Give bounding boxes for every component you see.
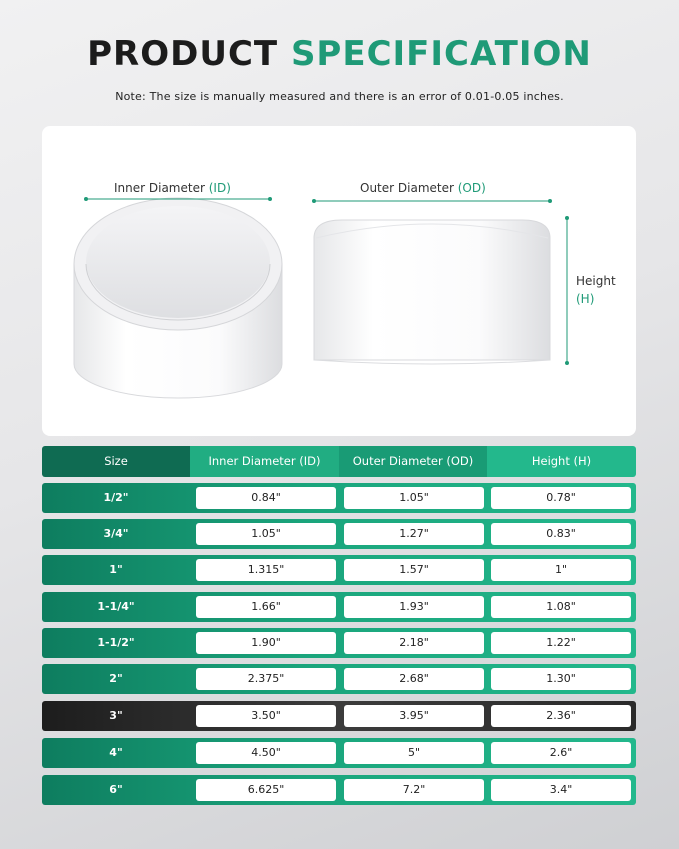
header-height: Height (H) (487, 446, 636, 477)
table-row (42, 555, 636, 585)
table-row (42, 775, 636, 805)
height-abbr-text: (H) (576, 292, 595, 306)
row-inner-diameter: 6.625" (196, 779, 336, 801)
row-height: 2.36" (491, 705, 631, 727)
row-outer-diameter: 1.27" (344, 523, 484, 545)
row-outer-diameter: 3.95" (344, 705, 484, 727)
row-size: 2" (109, 672, 123, 685)
page-title (0, 34, 679, 74)
header-outer-diameter: Outer Diameter (OD) (339, 446, 487, 477)
row-size: 1" (109, 563, 123, 576)
inner-diameter-text: Inner Diameter (114, 181, 205, 195)
height-label: Height (576, 274, 616, 288)
row-height: 0.83" (491, 523, 631, 545)
row-inner-diameter: 1.05" (196, 523, 336, 545)
height-abbr (576, 292, 594, 306)
open-cap-shape (74, 198, 282, 398)
row-size: 1/2" (103, 491, 129, 504)
row-outer-diameter: 1.57" (344, 559, 484, 581)
row-height: 1.22" (491, 632, 631, 654)
row-height: 1.08" (491, 596, 631, 618)
inner-diameter-label (114, 181, 231, 195)
table-row-highlighted (42, 701, 636, 731)
row-outer-diameter: 2.68" (344, 668, 484, 690)
outer-diameter-dimension-line (312, 199, 552, 203)
table-row (42, 664, 636, 694)
row-outer-diameter: 2.18" (344, 632, 484, 654)
row-height: 0.78" (491, 487, 631, 509)
row-size: 6" (109, 783, 123, 796)
height-dimension-line (565, 216, 569, 365)
row-inner-diameter: 1.90" (196, 632, 336, 654)
product-diagram-panel (42, 126, 636, 436)
row-size: 3/4" (103, 527, 129, 540)
row-inner-diameter: 0.84" (196, 487, 336, 509)
table-row (42, 592, 636, 622)
row-size: 1-1/2" (97, 636, 135, 649)
outer-diameter-text: Outer Diameter (360, 181, 454, 195)
row-inner-diameter: 2.375" (196, 668, 336, 690)
pipe-cap-illustration (42, 126, 636, 436)
row-inner-diameter: 1.66" (196, 596, 336, 618)
row-inner-diameter: 1.315" (196, 559, 336, 581)
row-outer-diameter: 7.2" (344, 779, 484, 801)
row-height: 3.4" (491, 779, 631, 801)
title-part-product: PRODUCT (87, 34, 279, 74)
header-size: Size (42, 446, 190, 477)
row-height: 1.30" (491, 668, 631, 690)
title-part-specification: SPECIFICATION (290, 34, 592, 74)
row-size: 3" (109, 709, 123, 722)
table-row (42, 628, 636, 658)
inner-diameter-abbr: (ID) (208, 181, 231, 195)
row-height: 2.6" (491, 742, 631, 764)
row-inner-diameter: 4.50" (196, 742, 336, 764)
row-size: 1-1/4" (97, 600, 135, 613)
table-row (42, 519, 636, 549)
closed-cap-shape (314, 220, 550, 364)
header-inner-diameter: Inner Diameter (ID) (190, 446, 339, 477)
table-row (42, 738, 636, 768)
outer-diameter-label (360, 181, 486, 195)
table-header-row (42, 446, 636, 477)
row-size: 4" (109, 746, 123, 759)
measurement-note: Note: The size is manually measured and there is an error of 0.01-0.05 inches. (115, 90, 564, 103)
row-outer-diameter: 1.93" (344, 596, 484, 618)
outer-diameter-abbr: (OD) (457, 181, 486, 195)
row-inner-diameter: 3.50" (196, 705, 336, 727)
row-height: 1" (491, 559, 631, 581)
row-outer-diameter: 5" (344, 742, 484, 764)
row-outer-diameter: 1.05" (344, 487, 484, 509)
table-row (42, 483, 636, 513)
